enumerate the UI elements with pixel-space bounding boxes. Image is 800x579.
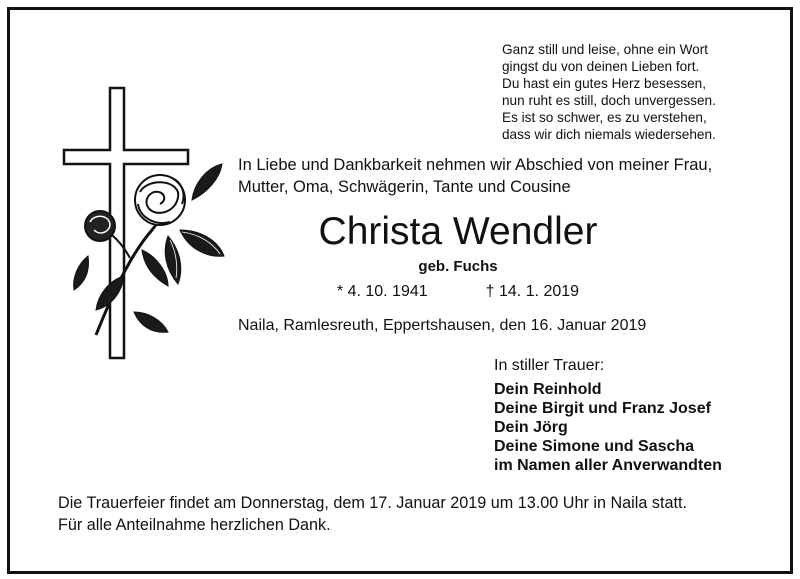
poem-line: nun ruht es still, doch unvergessen. <box>502 93 716 108</box>
mourners-list <box>494 380 722 475</box>
funeral-info <box>58 492 687 536</box>
mourner-name: im Namen aller Anverwandten <box>494 457 722 474</box>
mourners-heading: In stiller Trauer: <box>494 357 605 374</box>
place-and-date: Naila, Ramlesreuth, Eppertshausen, den 16. Januar 2019 <box>238 317 647 334</box>
birth-date: * 4. 10. 1941 <box>336 283 428 300</box>
mourner-name: Deine Birgit und Franz Josef <box>494 400 711 417</box>
funeral-line: Die Trauerfeier findet am Donnerstag, dem 17. Januar 2019 um 13.00 Uhr in Naila statt. <box>58 494 687 512</box>
poem-line: gingst du von deinen Lieben fort. <box>502 59 700 74</box>
cross-with-rose-icon <box>60 80 230 370</box>
mourner-name: Deine Simone und Sascha <box>494 438 695 455</box>
poem <box>502 41 716 143</box>
intro-line: In Liebe und Dankbarkeit nehmen wir Abschied von meiner Frau, <box>238 156 713 174</box>
death-date: † 14. 1. 2019 <box>485 283 580 300</box>
poem-line: Ganz still und leise, ohne ein Wort <box>502 42 709 57</box>
life-dates <box>237 283 679 301</box>
mourner-name: Dein Jörg <box>494 419 568 436</box>
intro-line: Mutter, Oma, Schwägerin, Tante und Cousine <box>238 178 571 196</box>
mourner-name: Dein Reinhold <box>494 381 602 398</box>
intro-text <box>238 154 712 198</box>
birth-name: geb. Fuchs <box>418 258 498 275</box>
deceased-name: Christa Wendler <box>318 210 598 253</box>
poem-line: dass wir dich niemals wiedersehen. <box>502 127 716 142</box>
poem-line: Es ist so schwer, es zu verstehen, <box>502 110 707 125</box>
funeral-line: Für alle Anteilnahme herzlichen Dank. <box>58 516 331 534</box>
poem-line: Du hast ein gutes Herz besessen, <box>502 76 707 91</box>
